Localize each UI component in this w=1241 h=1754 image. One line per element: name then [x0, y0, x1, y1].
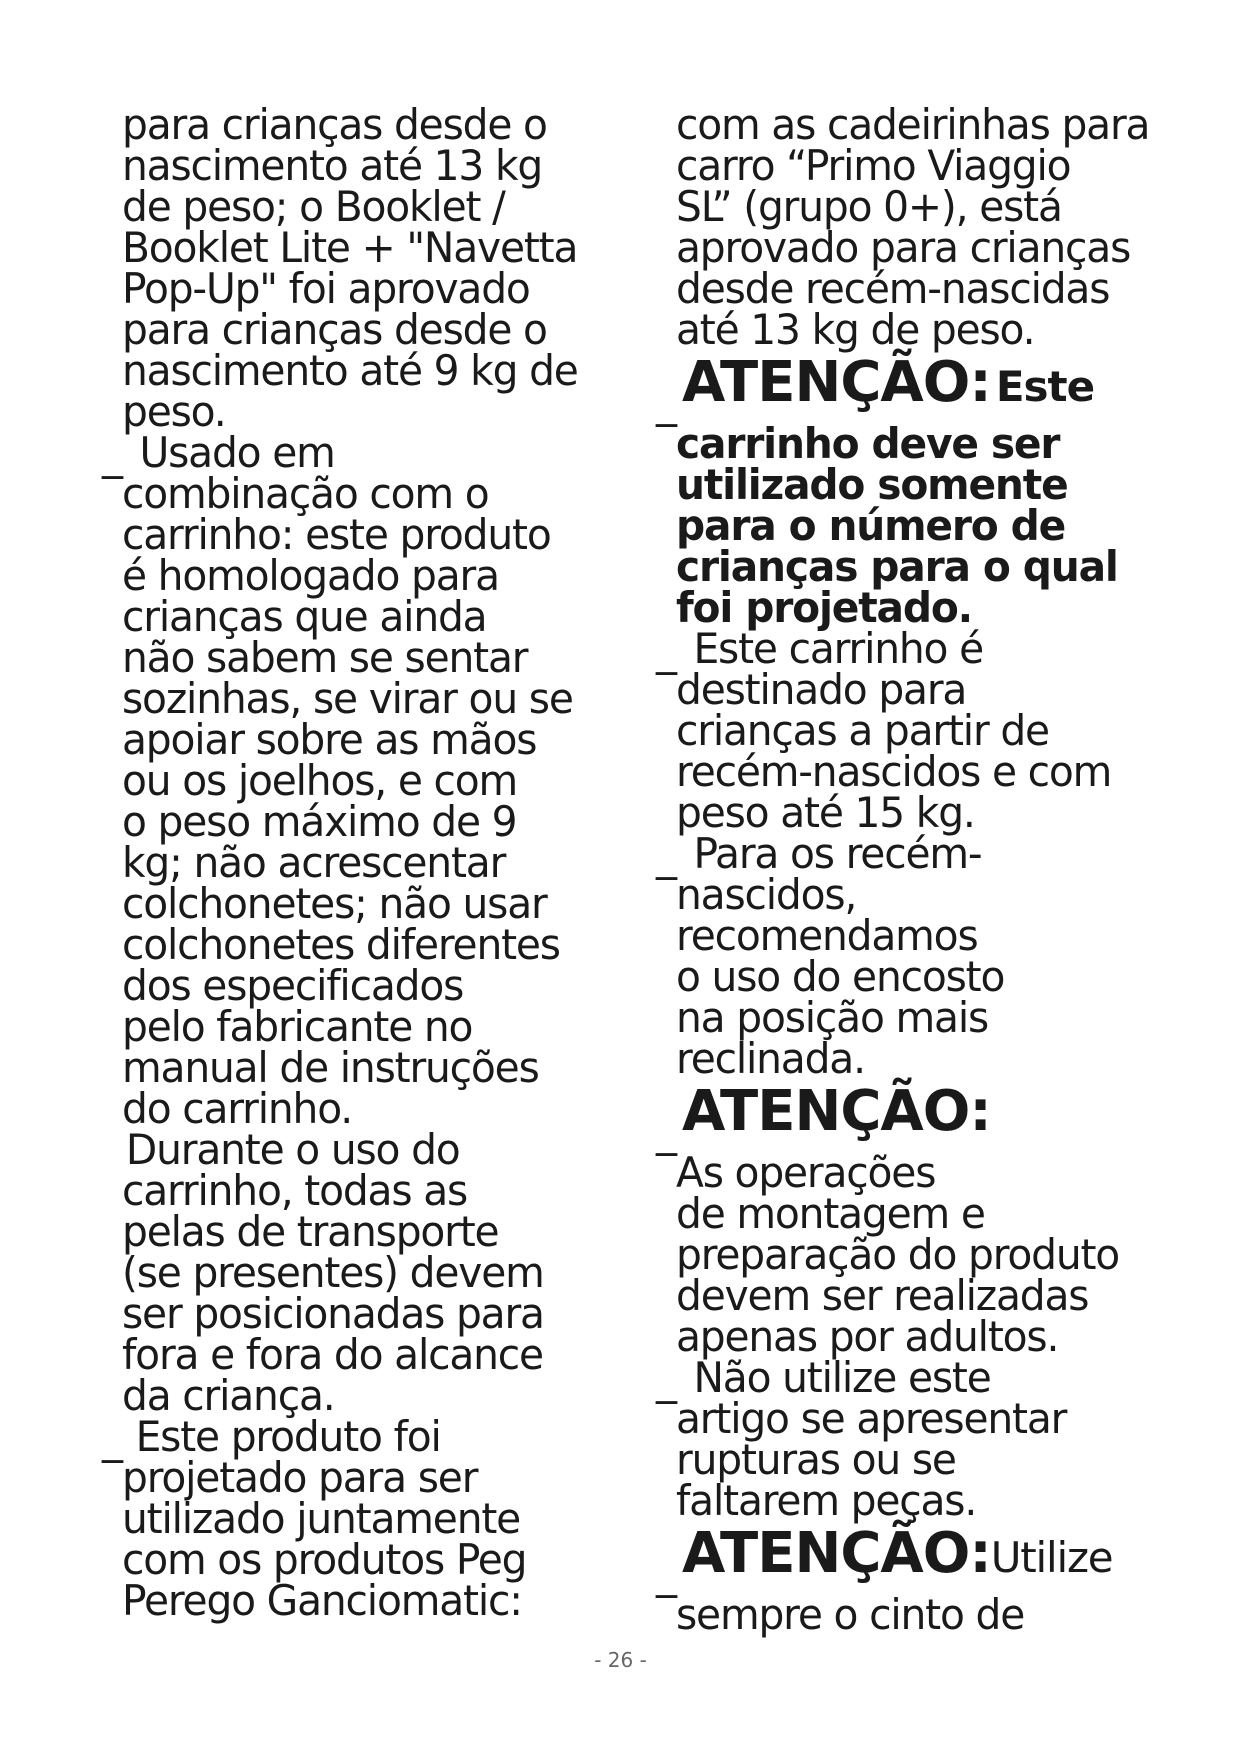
left-column — [102, 100, 642, 1625]
text-line: aprovado para crianças — [676, 223, 1131, 272]
bullet-dash: _ — [656, 1107, 677, 1156]
text-line: recém-nascidos e com — [676, 747, 1112, 796]
paragraph-harness-straps — [122, 1125, 642, 1420]
text-line: fora e fora do alcance — [122, 1330, 543, 1379]
bullet-dash: _ — [102, 430, 123, 479]
text-line: utilizado juntamente — [122, 1494, 521, 1543]
text-line: o uso do encosto — [676, 952, 1005, 1001]
text-line: foi projetado. — [676, 583, 973, 632]
warning-text: Este — [995, 362, 1095, 411]
list-item-intended-use — [656, 624, 1216, 837]
bullet-dash: _ — [656, 831, 677, 880]
text-line: reclinada. — [676, 1034, 865, 1083]
warning-heading-line — [676, 1079, 1216, 1152]
text-line: nascimento até 9 kg de — [122, 346, 578, 395]
bullet-dash: _ — [656, 626, 677, 675]
text-line: Usado em — [139, 428, 335, 477]
text-line: Perego Ganciomatic: — [122, 1576, 522, 1625]
list-item-ganciomatic — [102, 1412, 642, 1625]
text-line: do carrinho. — [122, 1084, 353, 1133]
warning-text: Utilize — [990, 1533, 1113, 1582]
text-line: apoiar sobre as mãos — [122, 715, 537, 764]
bullet-dash: _ — [656, 1355, 677, 1404]
text-line: para crianças desde o — [122, 100, 547, 149]
warning-heading: ATENÇÃO: — [682, 350, 991, 415]
list-item-newborns — [656, 829, 1216, 1083]
text-line: Este produto foi — [135, 1412, 441, 1461]
text-line: de montagem e — [676, 1189, 985, 1238]
text-line: Durante o uso do — [125, 1125, 460, 1174]
text-line: rupturas ou se — [676, 1435, 956, 1484]
text-line: não sabem se sentar — [122, 633, 528, 682]
warning-heading: ATENÇÃO: — [682, 1079, 991, 1144]
text-line: sempre o cinto de — [676, 1590, 1025, 1639]
text-line: crianças para o qual — [676, 542, 1118, 591]
text-line: Para os recém- — [693, 829, 982, 878]
text-line: destinado para — [676, 665, 967, 714]
text-line: utilizado somente — [676, 460, 1068, 509]
text-line: nascimento até 13 kg — [122, 141, 543, 190]
text-line: artigo se apresentar — [676, 1394, 1067, 1443]
text-line: projetado para ser — [122, 1453, 478, 1502]
warning-heading-line — [676, 1521, 1216, 1594]
text-line: ou os joelhos, e com — [122, 756, 518, 805]
text-line: colchonetes; não usar — [122, 879, 547, 928]
text-line: colchonetes diferentes — [122, 920, 560, 969]
warning-heading: ATENÇÃO: — [682, 1521, 991, 1586]
text-line: SL” (grupo 0+), está — [676, 182, 1062, 231]
bullet-dash: _ — [656, 1549, 677, 1598]
text-line: (se presentes) devem — [122, 1248, 544, 1297]
text-line: da criança. — [122, 1371, 335, 1420]
text-line: até 13 kg de peso. — [676, 305, 1035, 354]
text-line: carrinho: este produto — [122, 510, 551, 559]
text-line: desde recém-nascidas — [676, 264, 1110, 313]
text-line: para crianças desde o — [122, 305, 547, 354]
warning-seat-belt — [656, 1521, 1216, 1639]
text-line: é homologado para — [122, 551, 499, 600]
text-line: peso até 15 kg. — [676, 788, 975, 837]
bullet-dash: _ — [102, 1414, 123, 1463]
bullet-dash: _ — [656, 378, 677, 427]
text-line: devem ser realizadas — [676, 1271, 1089, 1320]
text-line: preparação do produto — [676, 1230, 1120, 1279]
text-line: Não utilize este — [693, 1353, 991, 1402]
text-line: na posição mais — [676, 993, 989, 1042]
warning-assembly-adults — [656, 1079, 1216, 1361]
text-line: o peso máximo de 9 — [122, 797, 517, 846]
text-line: nascidos, — [676, 870, 857, 919]
text-line: apenas por adultos. — [676, 1312, 1059, 1361]
text-line: recomendamos — [676, 911, 978, 960]
text-line: sozinhas, se virar ou se — [122, 674, 573, 723]
text-line: ser posicionadas para — [122, 1289, 544, 1338]
text-line: de peso; o Booklet / — [122, 182, 505, 231]
text-line: kg; não acrescentar — [122, 838, 506, 887]
text-line: pelo fabricante no — [122, 1002, 473, 1051]
text-line: Booklet Lite + "Navetta — [122, 223, 578, 272]
text-line: para o número de — [676, 501, 1066, 550]
text-line: crianças que ainda — [122, 592, 487, 641]
right-column — [656, 100, 1216, 1639]
warning-heading-line — [676, 350, 1216, 423]
page-number: - 26 - — [594, 1648, 647, 1672]
text-line: faltarem peças. — [676, 1476, 977, 1525]
text-line: com as cadeirinhas para — [676, 100, 1150, 149]
text-line: As operações — [676, 1148, 936, 1197]
list-item-usage-combination — [102, 428, 642, 1133]
text-line: carrinho, todas as — [122, 1166, 468, 1215]
text-line: dos especificados — [122, 961, 464, 1010]
text-line: Este carrinho é — [693, 624, 984, 673]
paragraph-approval-booklet — [122, 100, 642, 436]
text-line: carrinho deve ser — [676, 419, 1060, 468]
text-line: com os produtos Peg — [122, 1535, 527, 1584]
text-line: peso. — [122, 387, 226, 436]
text-line: Pop-Up" foi aprovado — [122, 264, 530, 313]
text-line: pelas de transporte — [122, 1207, 499, 1256]
paragraph-car-seat-approval — [676, 100, 1216, 354]
list-item-damaged-product — [656, 1353, 1216, 1525]
text-line: combinação com o — [122, 469, 489, 518]
warning-number-of-children — [656, 350, 1216, 632]
text-line: carro “Primo Viaggio — [676, 141, 1071, 190]
text-line: manual de instruções — [122, 1043, 539, 1092]
text-line: crianças a partir de — [676, 706, 1049, 755]
